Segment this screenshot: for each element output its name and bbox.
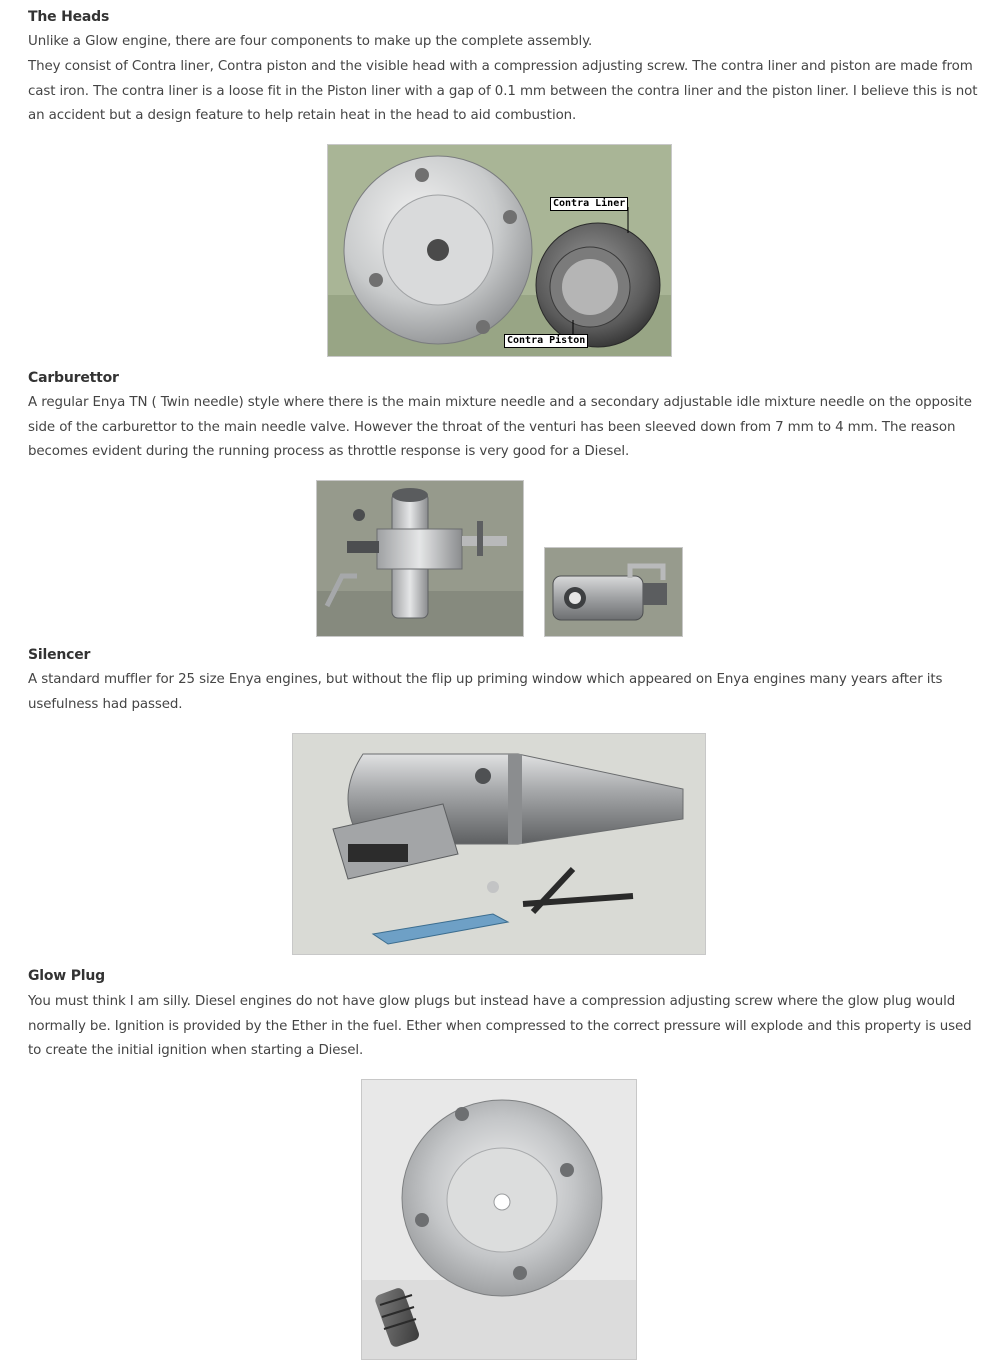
heads-paragraph-2: They consist of Contra liner, Contra piston and the visible head with a compression adjusting screw. The contra liner and piston are made from cast iron. The contra liner is a loose fit in the Piston liner with a gap of 0.1 mm between the contra liner and the piston liner. I believe this is not an accident but a design feature to help retain heat in the head to aid combustion. (28, 59, 978, 123)
silencer-photo (292, 733, 706, 955)
contra-piston-label: Contra Piston (504, 334, 588, 348)
carburettor-photo-side (316, 480, 524, 637)
glow-plug-paragraph: You must think I am silly. Diesel engines do not have glow plugs but instead have a compression adjusting screw where the glow plug would normally be. Ignition is provided by the Ether in the fuel. Ether when compressed to the correct pressure will explode and this property is used to create the initial ignition when starting a Diesel. (28, 994, 972, 1058)
silencer-paragraph: A standard muffler for 25 size Enya engines, but without the flip up priming window which appeared on Enya engines many years after its usefulness had passed. (28, 672, 943, 712)
carburettor-photo-end (544, 547, 683, 637)
carburettor-paragraph: A regular Enya TN ( Twin needle) style where there is the main mixture needle and a secondary adjustable idle mixture needle on the opposite side of the carburettor to the main needle valve. However the throat of the venturi has been sleeved down from 7 mm to 4 mm. The reason becomes evident during the running process as throttle response is very good for a Diesel. (28, 395, 972, 459)
glow-plug-photo (361, 1079, 637, 1360)
heads-heading: The Heads (28, 9, 110, 25)
contra-liner-label: Contra Liner (550, 197, 628, 211)
heads-paragraph-1: Unlike a Glow engine, there are four components to make up the complete assembly. (28, 34, 593, 49)
carburettor-heading: Carburettor (28, 370, 119, 386)
heads-photo (327, 144, 672, 357)
glow-plug-heading: Glow Plug (28, 968, 105, 984)
silencer-heading: Silencer (28, 647, 91, 663)
